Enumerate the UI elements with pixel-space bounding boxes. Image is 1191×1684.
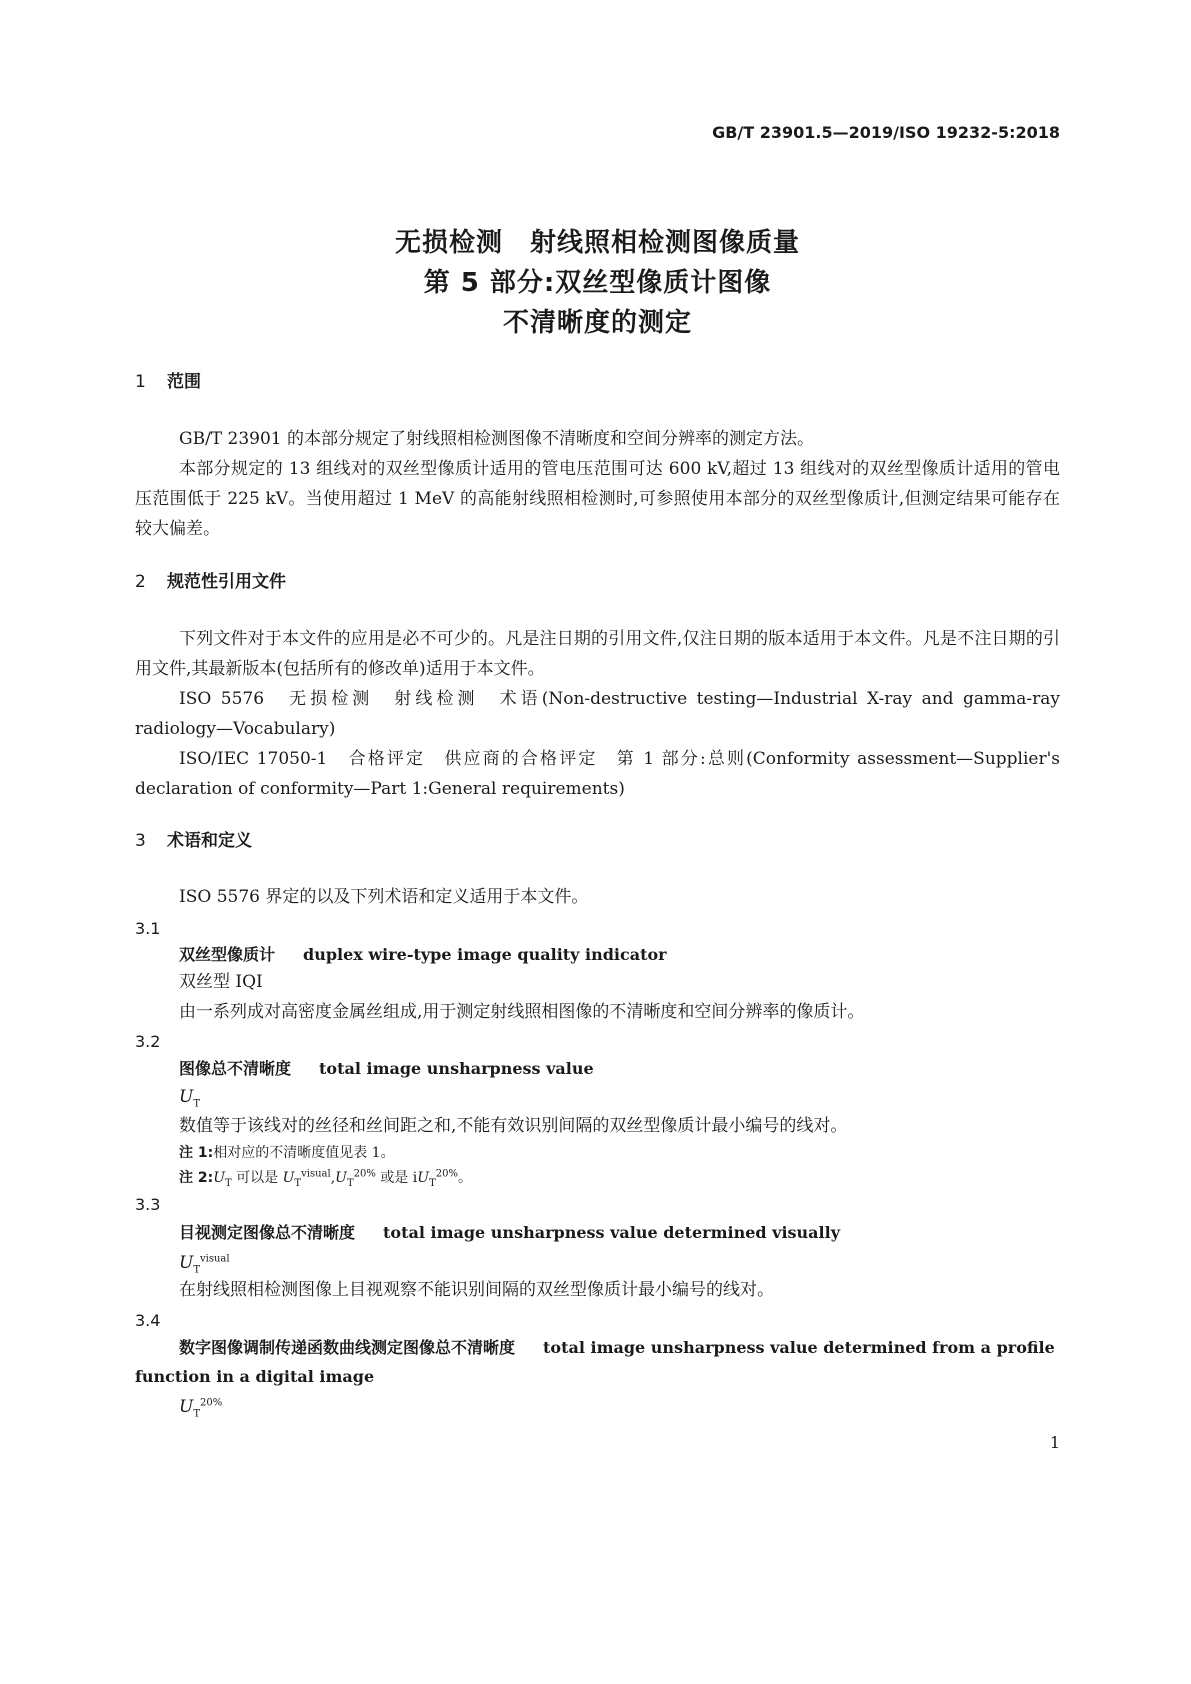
title-line-2: 第 5 部分:双丝型像质计图像	[423, 268, 772, 298]
term-3-2-title	[179, 1054, 1060, 1084]
paragraph: 本部分规定的 13 组线对的双丝型像质计适用的管电压范围可达 600 kV,超过 13 组线对的双丝型像质计适用的管电压范围低于 225 kV。当使用超过 1 MeV 的高能射线照相检测时,可参照使用本部分的双丝型像质计,但测定结果可能存在较大偏差。	[135, 459, 1060, 539]
section-2-body	[135, 624, 1060, 804]
document-page	[135, 0, 1060, 1684]
term-3-3-symbol: $U_T^{visual}$	[179, 1253, 230, 1276]
term-3-3-definition: 在射线照相检测图像上目视观察不能识别间隔的双丝型像质计最小编号的线对。	[179, 1280, 774, 1300]
term-en: total image unsharpness value determined visually	[383, 1223, 840, 1242]
section-3-intro	[135, 882, 1060, 912]
section-number: 1	[135, 372, 146, 392]
section-title: 规范性引用文件	[167, 572, 286, 592]
term-3-1-alt: 双丝型 IQI	[179, 972, 263, 992]
note-2: 注 $2:U_T$ 可以是 $U_T^{visual},U_T^{20\%}$ 或是 $iU_T^{20\%}$。	[179, 1168, 472, 1189]
note-1: 注 1:相对应的不清晰度值见表 1。	[179, 1145, 395, 1161]
section-number: 3	[135, 831, 146, 851]
paragraph: ISO 5576 界定的以及下列术语和定义适用于本文件。	[179, 887, 589, 907]
term-3-2-symbol: $U_T$	[179, 1087, 200, 1110]
paragraph: GB/T 23901 的本部分规定了射线照相检测图像不清晰度和空间分辨率的测定方法。	[179, 429, 815, 449]
title-line-1: 无损检测 射线照相检测图像质量	[394, 228, 800, 258]
document-title	[135, 223, 1060, 343]
term-zh: 图像总不清晰度	[179, 1059, 292, 1078]
paragraph: 下列文件对于本文件的应用是必不可少的。凡是注日期的引用文件,仅注日期的版本适用于本文件。凡是不注日期的引用文件,其最新版本(包括所有的修改单)适用于本文件。	[135, 629, 1060, 679]
section-1-heading	[135, 370, 201, 394]
section-3-heading	[135, 829, 252, 853]
term-3-4-title	[135, 1333, 1060, 1391]
section-number: 2	[135, 572, 146, 592]
title-line-3: 不清晰度的测定	[502, 308, 692, 338]
term-number: 3.2	[135, 1032, 161, 1051]
term-zh: 目视测定图像总不清晰度	[179, 1223, 356, 1242]
section-title: 术语和定义	[167, 831, 252, 851]
term-3-1-definition: 由一系列成对高密度金属丝组成,用于测定射线照相图像的不清晰度和空间分辨率的像质计。	[179, 1002, 865, 1022]
term-3-2-definition: 数值等于该线对的丝径和丝间距之和,不能有效识别间隔的双丝型像质计最小编号的线对。	[179, 1116, 848, 1136]
term-zh: 数字图像调制传递函数曲线测定图像总不清晰度	[179, 1338, 516, 1357]
term-number: 3.1	[135, 919, 161, 938]
term-3-4-symbol: $U_T^{20\%}$	[179, 1397, 223, 1420]
section-2-heading	[135, 570, 286, 594]
term-zh: 双丝型像质计	[179, 945, 276, 964]
section-title: 范围	[167, 372, 201, 392]
term-en: total image unsharpness value	[319, 1059, 594, 1078]
term-3-1-title	[179, 940, 1060, 970]
page-number: 1	[1049, 1433, 1060, 1452]
section-1-body	[135, 424, 1060, 544]
term-en: total image unsharpness value determined from a profile function in a digital image	[135, 1338, 1055, 1386]
standard-code: GB/T 23901.5—2019/ISO 19232-5:2018	[712, 123, 1060, 142]
reference-iso-iec-17050-1: ISO/IEC 17050-1 合格评定 供应商的合格评定 第 1 部分:总则(Conformity assessment—Supplier's declaration of conformity—Part 1:General requirements)	[135, 749, 1060, 799]
term-number: 3.4	[135, 1311, 161, 1330]
term-number: 3.3	[135, 1195, 161, 1214]
reference-iso-5576: ISO 5576 无损检测 射线检测 术语(Non-destructive testing—Industrial X-ray and gamma-ray radiology—Vocabulary)	[135, 689, 1060, 739]
term-en: duplex wire-type image quality indicator	[303, 945, 667, 964]
term-3-3-title	[179, 1218, 1060, 1248]
